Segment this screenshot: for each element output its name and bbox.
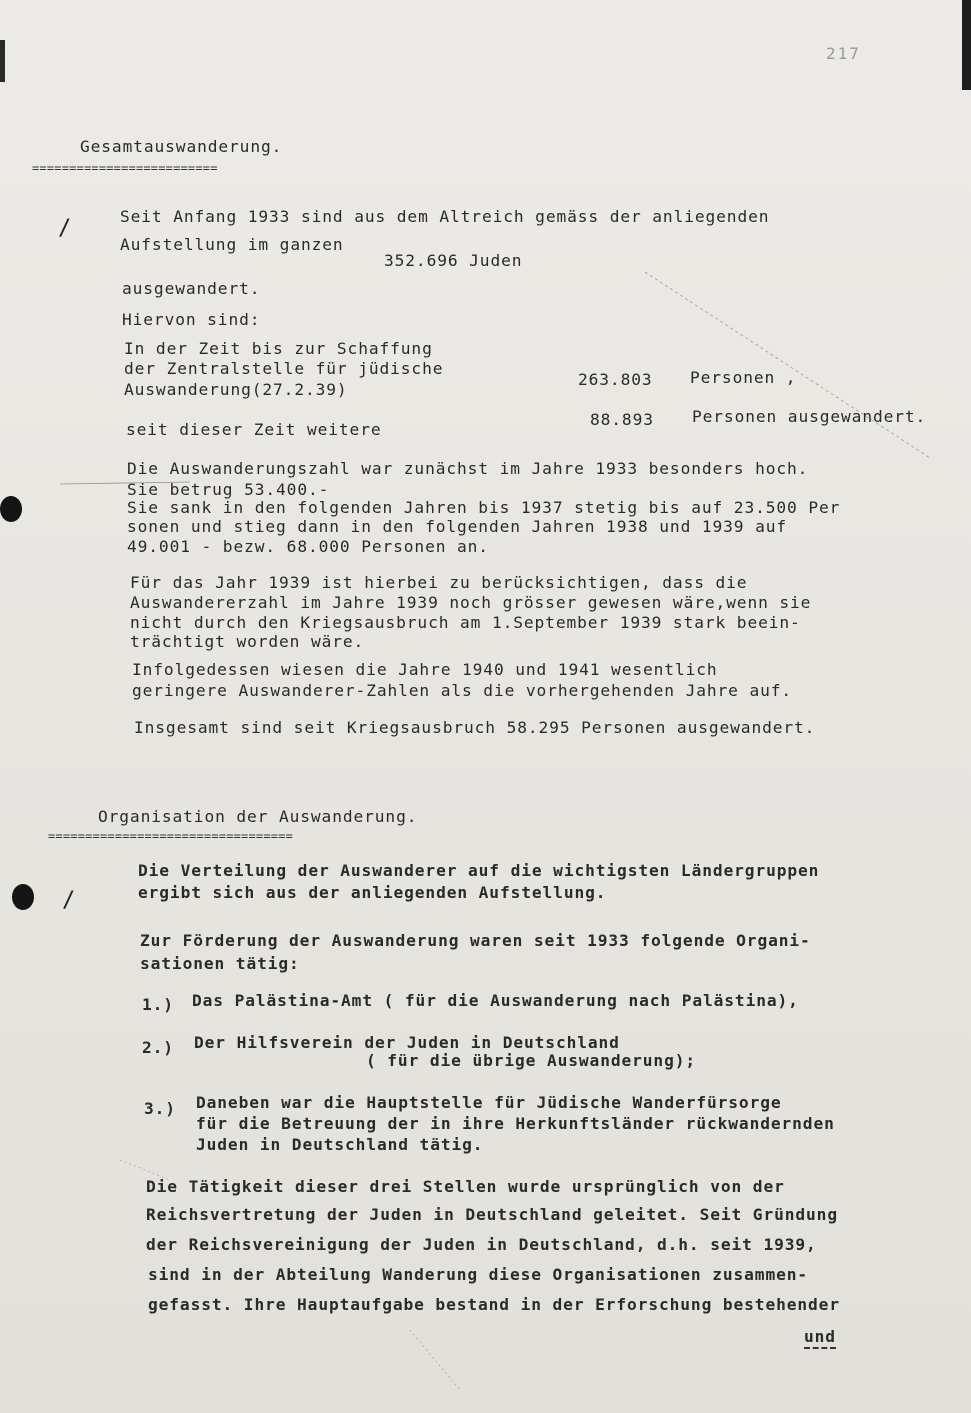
list-item-number: 2.): [142, 1038, 174, 1057]
paragraph-line: sonen und stieg dann in den folgenden Jahren 1938 und 1939 auf: [127, 517, 788, 536]
margin-slash-mark: /: [58, 216, 72, 241]
list-item: für die Betreuung der in ihre Herkunftsländer rückwandernden: [196, 1114, 835, 1133]
paragraph-line: Zur Förderung der Auswanderung waren seit 1933 folgende Organi-: [140, 931, 811, 950]
paragraph-line: geringere Auswanderer-Zahlen als die vorhergehenden Jahre auf.: [132, 681, 793, 700]
paragraph-line: Aufstellung im ganzen: [120, 235, 344, 254]
section-heading: Organisation der Auswanderung.: [98, 807, 418, 826]
paragraph-line: Für das Jahr 1939 ist hierbei zu berücksichtigen, dass die: [130, 573, 748, 592]
list-item: ( für die übrige Auswanderung);: [366, 1051, 697, 1070]
paragraph-line: Hiervon sind:: [122, 310, 261, 329]
paragraph-line: Auswanderung(27.2.39): [124, 380, 348, 399]
catchword: [804, 1328, 836, 1346]
margin-slash-mark: /: [62, 888, 76, 913]
paragraph-line: Die Tätigkeit dieser drei Stellen wurde ursprünglich von der: [146, 1177, 785, 1196]
paragraph-line: Die Verteilung der Auswanderer auf die wichtigsten Ländergruppen: [138, 861, 820, 880]
paragraph-line: Sie sank in den folgenden Jahren bis 1937 stetig bis auf 23.500 Per: [127, 498, 841, 517]
list-item: Daneben war die Hauptstelle für Jüdische Wanderfürsorge: [196, 1093, 782, 1112]
paragraph-line: sationen tätig:: [140, 954, 300, 973]
paragraph-line: Seit Anfang 1933 sind aus dem Altreich gemäss der anliegenden: [120, 207, 770, 226]
paragraph-line: In der Zeit bis zur Schaffung: [124, 339, 433, 358]
paragraph-line: Die Auswanderungszahl war zunächst im Jahre 1933 besonders hoch.: [127, 459, 809, 478]
paragraph-line: 49.001 - bezw. 68.000 Personen an.: [127, 537, 489, 556]
paragraph-line: der Reichsvereinigung der Juden in Deutschland, d.h. seit 1939,: [146, 1235, 817, 1254]
paragraph-line: sind in der Abteilung Wanderung diese Organisationen zusammen-: [148, 1265, 809, 1284]
paragraph-line: Auswandererzahl im Jahre 1939 noch grösser gewesen wäre,wenn sie: [130, 593, 812, 612]
catchword-text: und: [804, 1327, 836, 1349]
list-item: Juden in Deutschland tätig.: [196, 1135, 484, 1154]
section-heading: Gesamtauswanderung.: [80, 137, 283, 156]
paragraph-line: der Zentralstelle für jüdische: [124, 359, 444, 378]
heading-rule: =========================: [32, 161, 218, 175]
paragraph-line: ergibt sich aus der anliegenden Aufstellung.: [138, 883, 607, 902]
list-item-number: 3.): [144, 1099, 176, 1118]
paragraph-line: Insgesamt sind seit Kriegsausbruch 58.295 Personen ausgewandert.: [134, 718, 816, 737]
paragraph-line: ausgewandert.: [122, 279, 261, 298]
count-unit: Personen ,: [690, 368, 797, 387]
count-value: 88.893: [590, 410, 654, 429]
count-unit: Personen ausgewandert.: [692, 407, 927, 426]
page-number: 217: [826, 44, 861, 63]
list-item-number: 1.): [142, 995, 174, 1014]
paragraph-line: Reichsvertretung der Juden in Deutschland geleitet. Seit Gründung: [146, 1205, 838, 1224]
paragraph-line: Sie betrug 53.400.-: [127, 480, 330, 499]
paragraph-line: trächtigt worden wäre.: [130, 632, 365, 651]
paragraph-line: nicht durch den Kriegsausbruch am 1.September 1939 stark beein-: [130, 613, 801, 632]
total-amount: 352.696 Juden: [384, 251, 523, 270]
heading-rule: =================================: [48, 829, 294, 843]
paragraph-line: seit dieser Zeit weitere: [126, 420, 382, 439]
list-item: Das Palästina-Amt ( für die Auswanderung nach Palästina),: [192, 991, 799, 1010]
count-value: 263.803: [578, 370, 653, 389]
list-item: Der Hilfsverein der Juden in Deutschland: [194, 1033, 620, 1052]
paragraph-line: gefasst. Ihre Hauptaufgabe bestand in der Erforschung bestehender: [148, 1295, 840, 1314]
paragraph-line: Infolgedessen wiesen die Jahre 1940 und 1941 wesentlich: [132, 660, 718, 679]
